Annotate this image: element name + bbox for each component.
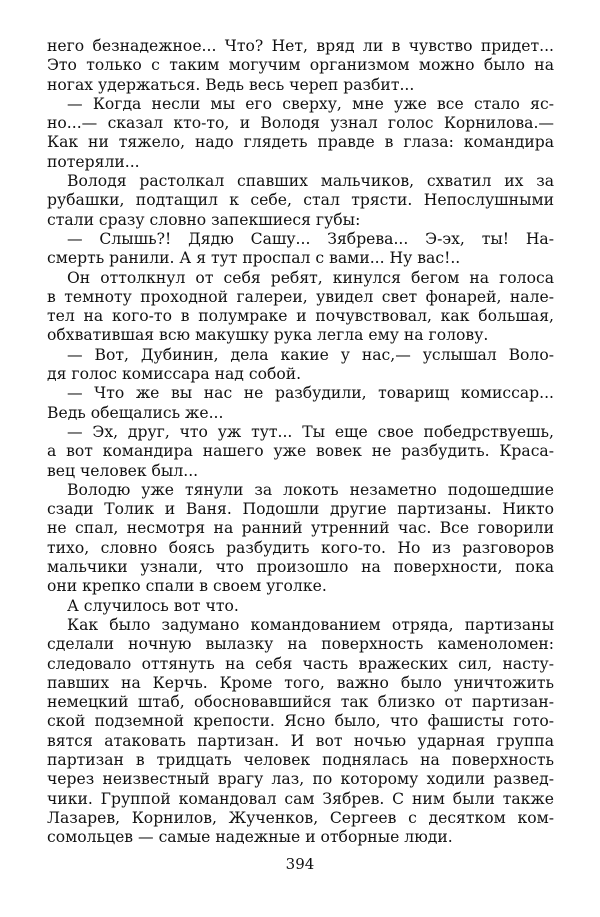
paragraph [47,481,554,597]
text-line: но...— сказал кто-то, и Володя узнал голос Корнилова.— [47,114,554,133]
text-line: Как было задумано командованием отряда, партизаны [67,615,554,634]
text-line: вец человек был... [47,461,199,480]
paragraph [47,346,554,385]
text-line: А случилось вот что. [67,596,239,615]
text-line: вятся атаковать партизан. И вот ночью ударная группа [47,731,554,750]
paragraph [47,423,554,481]
page-number: 394 [285,855,315,873]
text-line: тел на кого-то в полумраке и почувствовал, как большая, [47,307,554,326]
text-line: сомольцев — самые надежные и отборные люди. [47,828,453,847]
text-line: а вот командира нашего уже вовек не разбудить. Краса- [47,442,554,461]
paragraph [47,269,554,346]
text-line: смерть ранили. А я тут проспал с вами... Ну вас!.. [47,249,461,268]
text-line: Ведь обещались же... [47,403,224,422]
text-line: Лазарев, Корнилов, Жученков, Сергеев с десятком ком- [47,808,554,827]
text-line: партизан в тридцать человек поднялась на поверхность [47,750,554,769]
text-line: Володя растолкал спавших мальчиков, схватил их за [67,172,554,191]
text-line: — Вот, Дубинин, дела какие у нас,— услышал Воло- [67,345,554,364]
text-line: не спал, несмотря на ранний утренний час. Все говорили [47,519,554,538]
text-line: потеряли... [47,152,140,171]
page-body [47,37,554,847]
text-line: ногах удержаться. Ведь весь череп разбит... [47,75,415,94]
text-line: немецкий штаб, обосновавшийся так близко от партизан- [47,693,554,712]
text-line: сделали ночную вылазку на поверхность каменоломен: [47,635,554,654]
text-line: Это только с таким могучим организмом можно было на [47,56,554,75]
text-line: через неизвестный врагу лаз, по которому ходили развед- [47,770,554,789]
paragraph [47,616,554,848]
paragraph [47,597,554,616]
text-line: Как ни тяжело, надо глядеть правде в глаза: командира [47,133,554,152]
text-line: — Что же вы нас не разбудили, товарищ комиссар... [67,384,554,403]
text-line: дя голос комиссара над собой. [47,365,302,384]
text-line: следовало оттянуть на себя часть вражеских сил, насту- [47,654,554,673]
paragraph [47,37,554,95]
text-line: они крепко спали в своем уголке. [47,577,327,596]
paragraph [47,230,554,269]
text-line: сзади Толик и Ваня. Подошли другие партизаны. Никто [47,500,554,519]
text-line: — Эх, друг, что уж тут... Ты еще свое победрствуешь, [67,422,554,441]
paragraph [47,95,554,172]
text-line: тихо, словно боясь разбудить кого-то. Но из разговоров [47,538,554,557]
text-line: — Когда несли мы его сверху, мне уже все стало яс- [67,94,554,113]
text-line: ской подземной крепости. Ясно было, что фашисты гото- [47,712,554,731]
text-line: стали сразу словно запекшиеся губы: [47,210,361,229]
paragraph [47,172,554,230]
text-line: — Слышь?! Дядю Сашу... Зябрева... Э-эх, ты! На- [67,229,554,248]
text-line: мальчики узнали, что произошло на поверхности, пока [47,558,554,577]
text-line: чики. Группой командовал сам Зябрев. С ним были также [47,789,554,808]
text-line: обхватившая всю макушку рука легла ему на голову. [47,326,489,345]
text-line: рубашки, подтащил к себе, стал трясти. Непослушными [47,191,554,210]
text-line: него безнадежное... Что? Нет, вряд ли в чувство придет... [47,37,554,55]
text-line: павших на Керчь. Кроме того, важно было уничтожить [47,673,554,692]
text-line: Он оттолкнул от себя ребят, кинулся бегом на голоса [67,268,554,287]
paragraph [47,384,554,423]
text-line: Володю уже тянули за локоть незаметно подошедшие [67,480,554,499]
text-line: в темноту проходной галереи, увидел свет фонарей, нале- [47,287,554,306]
